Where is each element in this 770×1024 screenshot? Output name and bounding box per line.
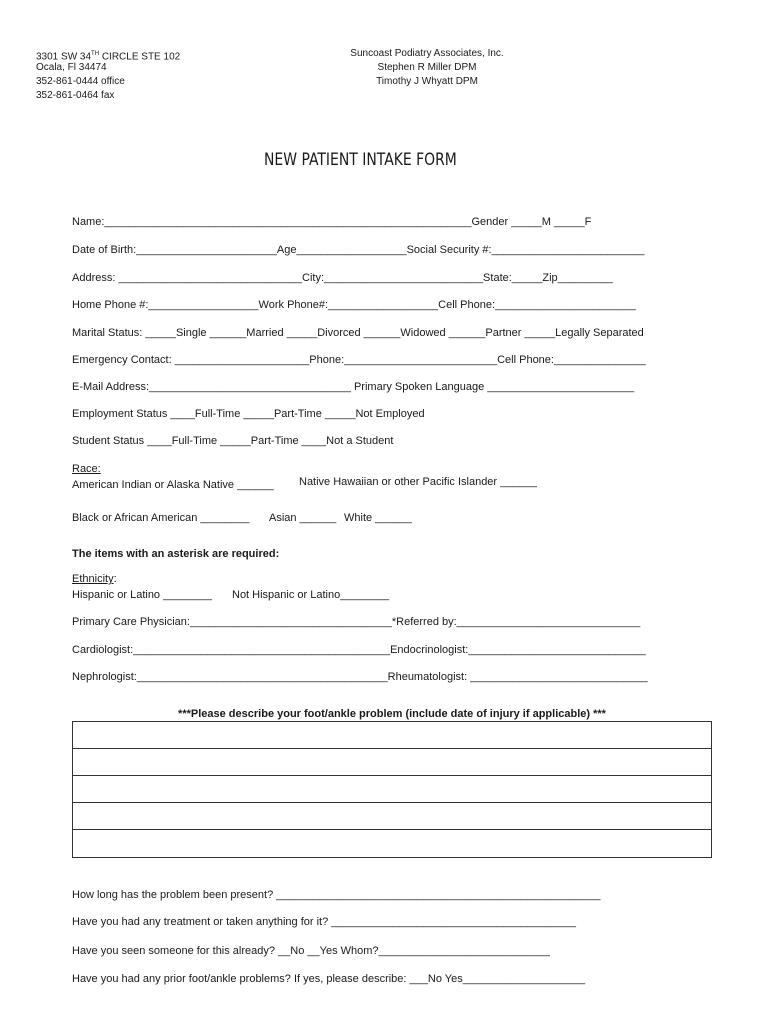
name-gender-line[interactable]: Name:____________________________________________________________Gender _____M _____F	[72, 216, 592, 228]
office-phone: 352-861-0444 office	[36, 76, 125, 87]
doctor-2: Timothy J Whyatt DPM	[376, 76, 478, 87]
emergency-contact-line[interactable]: Emergency Contact: ______________________Phone:_________________________Cell Phone:_______________	[72, 354, 646, 366]
race-asian[interactable]: Asian ______	[269, 512, 337, 524]
problem-description-table[interactable]	[72, 721, 712, 858]
race-white[interactable]: White ______	[344, 512, 412, 524]
nephrologist-line[interactable]: Nephrologist:_________________________________________Rheumatologist: _____________________________	[72, 671, 648, 683]
problem-row[interactable]	[73, 722, 711, 749]
address-line2: Ocala, Fl 34474	[36, 62, 107, 73]
race-black[interactable]: Black or African American ________	[72, 512, 250, 524]
form-title: NEW PATIENT INTAKE FORM	[264, 150, 457, 170]
student-status-line[interactable]: Student Status ____Full-Time _____Part-Time ____Not a Student	[72, 435, 394, 447]
problem-row[interactable]	[73, 749, 711, 776]
race-american-indian[interactable]: American Indian or Alaska Native ______	[72, 479, 274, 491]
address-line1: 3301 SW 34TH CIRCLE STE 102	[36, 51, 181, 63]
doctor-1: Stephen R Miller DPM	[377, 62, 477, 73]
ethnicity-label: Ethnicity	[72, 573, 114, 585]
treatment-line[interactable]: Have you had any treatment or taken anything for it? ________________________________________	[72, 916, 576, 928]
practice-name: Suncoast Podiatry Associates, Inc.	[350, 48, 504, 59]
problem-row[interactable]	[73, 830, 711, 857]
race-label: Race:	[72, 463, 101, 475]
required-note: The items with an asterisk are required:	[72, 548, 280, 560]
prior-problems-line[interactable]: Have you had any prior foot/ankle problems? If yes, please describe: ___No Yes____________________	[72, 973, 586, 985]
ethnicity-heading: Ethnicity:	[72, 573, 117, 585]
address-superscript: TH	[91, 51, 100, 57]
race-hawaiian[interactable]: Native Hawaiian or other Pacific Islander ______	[299, 476, 537, 488]
how-long-line[interactable]: How long has the problem been present? _____________________________________________________	[72, 889, 601, 901]
dob-age-ssn-line[interactable]: Date of Birth:_______________________Age__________________Social Security #:_________________________	[72, 244, 645, 256]
cardiologist-line[interactable]: Cardiologist:__________________________________________Endocrinologist:_____________________________	[72, 644, 646, 656]
ethnicity-not-hispanic[interactable]: Not Hispanic or Latino________	[232, 589, 390, 601]
problem-row[interactable]	[73, 803, 711, 830]
address-city-state-line[interactable]: Address: ______________________________City:__________________________State:_____Zip_________	[72, 272, 613, 284]
problem-heading: ***Please describe your foot/ankle problem (include date of injury if applicable) ***	[178, 708, 606, 720]
pcp-referred-line[interactable]: Primary Care Physician:_________________________________*Referred by:______________________________	[72, 616, 641, 628]
marital-status-line[interactable]: Marital Status: _____Single ______Married _____Divorced ______Widowed ______Partner _____Legally Separated	[72, 327, 644, 339]
ethnicity-hispanic[interactable]: Hispanic or Latino ________	[72, 589, 213, 601]
phones-line[interactable]: Home Phone #:__________________Work Phone#:__________________Cell Phone:_______________________	[72, 299, 636, 311]
problem-row[interactable]	[73, 776, 711, 803]
fax-number: 352-861-0464 fax	[36, 90, 115, 101]
seen-someone-line[interactable]: Have you seen someone for this already? __No __Yes Whom?____________________________	[72, 945, 550, 957]
email-language-line[interactable]: E-Mail Address:_________________________________ Primary Spoken Language ________________________	[72, 381, 635, 393]
employment-status-line[interactable]: Employment Status ____Full-Time _____Part-Time _____Not Employed	[72, 408, 425, 420]
